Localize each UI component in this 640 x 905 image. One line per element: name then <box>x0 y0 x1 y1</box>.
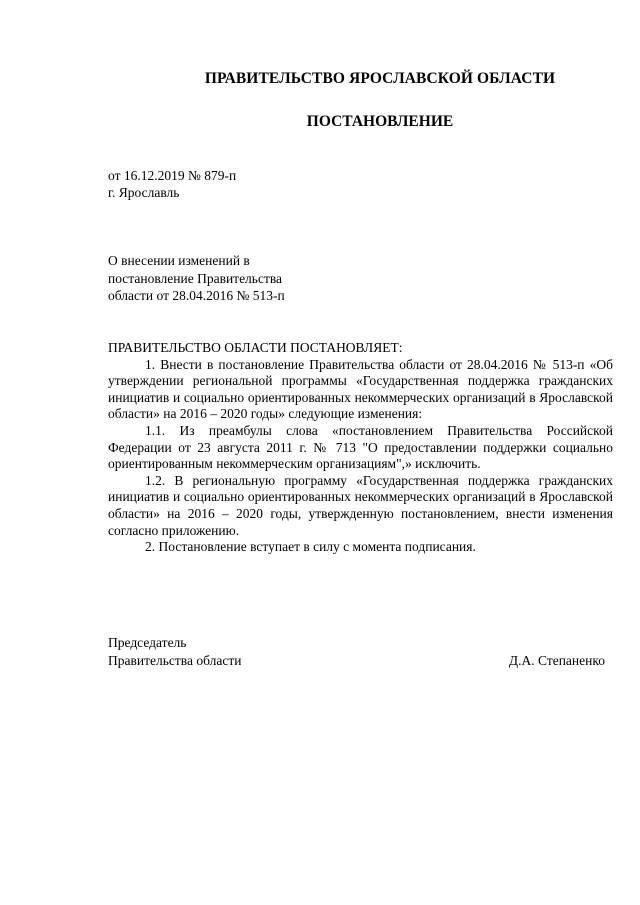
paragraph-2: 2. Постановление вступает в силу с момента подписания. <box>145 539 476 555</box>
document-body <box>108 340 613 556</box>
date-number: от 16.12.2019 № 879-п <box>108 168 237 183</box>
paragraph-1-1: 1.1. Из преамбулы слова «постановлением Правительства Российской Федерации от 23 августа 2011 г. № 713 "О предоставлении поддержки социально ориентированным некоммерческим организациям",» исключить. <box>108 422 613 472</box>
document-type-title: ПОСТАНОВЛЕНИЕ <box>306 113 454 130</box>
document-meta <box>108 167 236 201</box>
paragraph-1: 1. Внести в постановление Правительства области от 28.04.2016 № 513-п «Об утверждении региональной программы «Государственная поддержка гражданских инициатив и социально ориентированных некоммерческих организаций в Ярославской области» на 2016 – 2020 годы» следующие изменения: <box>108 356 613 422</box>
signature-block <box>108 634 605 669</box>
paragraph-1-2: 1.2. В региональную программу «Государственная поддержка гражданских инициатив и социально ориентированных некоммерческих организаций в Ярославской области» на 2016 – 2020 годы, утвержденную постановлением, внести изменения согласно приложению. <box>108 472 613 538</box>
subject-line: О внесении изменений в <box>108 253 250 268</box>
document-subject <box>108 252 285 305</box>
signer-name: Д.А. Степаненко <box>508 652 605 668</box>
government-title: ПРАВИТЕЛЬСТВО ЯРОСЛАВСКОЙ ОБЛАСТИ <box>204 70 556 87</box>
resolution-lead: ПРАВИТЕЛЬСТВО ОБЛАСТИ ПОСТАНОВЛЯЕТ: <box>108 340 403 355</box>
city: г. Ярославль <box>108 185 180 200</box>
signer-position-line2: Правительства области <box>108 652 242 668</box>
subject-line: постановление Правительства <box>108 270 283 286</box>
signer-position-line1: Председатель <box>108 635 187 650</box>
signature-row <box>108 652 605 670</box>
subject-line: области от 28.04.2016 № 513-п <box>108 288 285 303</box>
